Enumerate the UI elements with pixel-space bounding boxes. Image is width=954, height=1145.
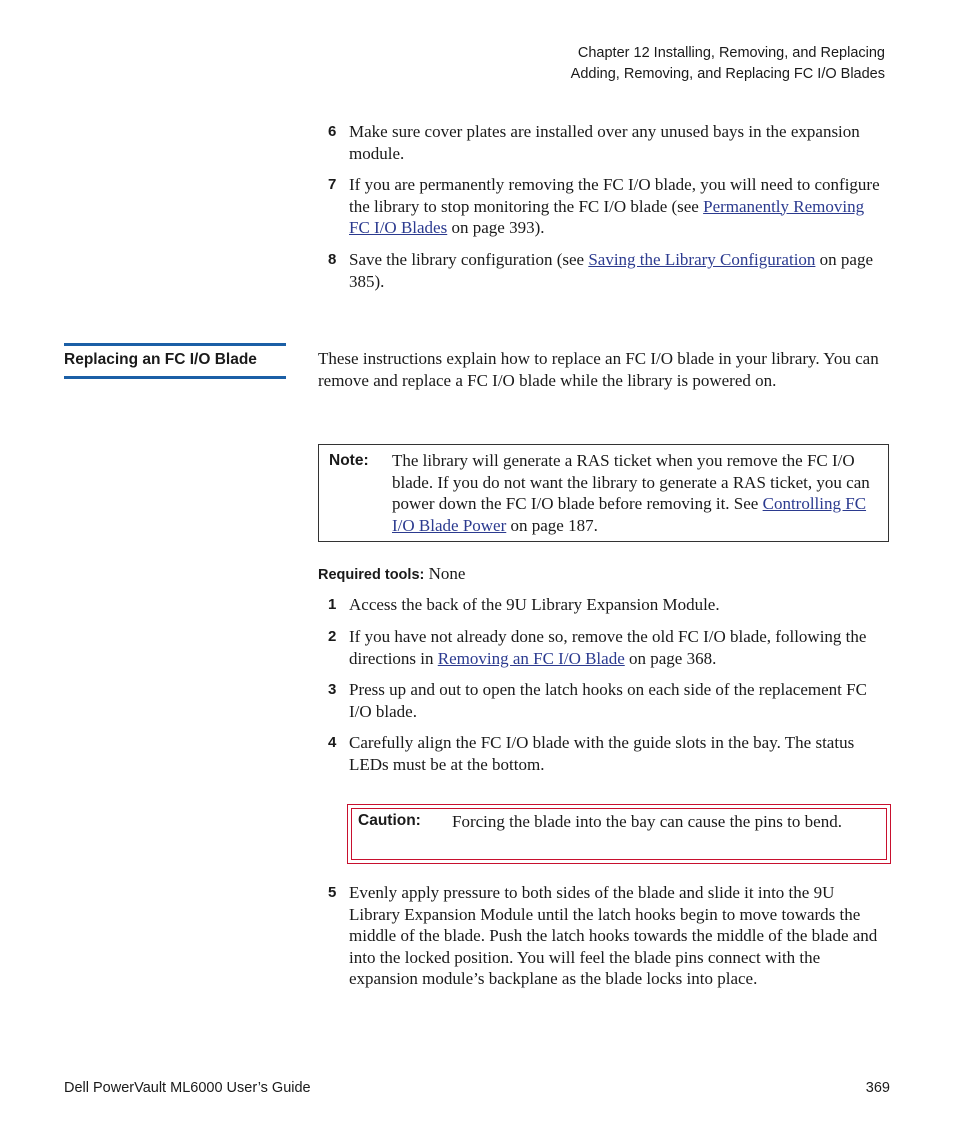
- step-text: Evenly apply pressure to both sides of the blade and slide it into the 9U Library Expansion Module until the latch hooks begin to move towards the middle of the blade. Push the latch hooks towards the middle of the blade and into the locked position. You will feel the blade pins connect with the expansion module’s backplane as the blade locks into place.: [349, 883, 878, 988]
- caution-label: Caution:: [358, 812, 421, 829]
- step-text: Press up and out to open the latch hooks on each side of the replacement FC I/O blade.: [349, 680, 867, 721]
- link-removing-blade[interactable]: Removing an FC I/O Blade: [437, 648, 625, 668]
- step-text: [349, 174, 888, 239]
- section-heading: Replacing an FC I/O Blade: [64, 343, 286, 379]
- step-text-post: on page 393).: [447, 218, 545, 237]
- step-text: Carefully align the FC I/O blade with the guide slots in the bay. The status LEDs must be at the bottom.: [349, 733, 855, 774]
- step-text: Access the back of the 9U Library Expansion Module.: [349, 595, 720, 614]
- note-box: [318, 444, 889, 542]
- running-header: [571, 43, 885, 84]
- step-text-post: on page 385).: [349, 250, 874, 291]
- step-text-post: on page 368.: [624, 648, 717, 668]
- caution-body: Forcing the blade into the bay can cause the pins to bend.: [452, 812, 842, 831]
- step-7: [328, 174, 888, 239]
- header-chapter: Chapter 12 Installing, Removing, and Replacing: [577, 45, 885, 61]
- step-number: 6: [328, 123, 337, 140]
- step-4: [328, 732, 888, 775]
- step-text: [349, 249, 888, 292]
- header-section: Adding, Removing, and Replacing FC I/O Blades: [570, 65, 885, 82]
- step-number: 4: [328, 734, 337, 751]
- step-text-pre: Save the library configuration (see: [349, 250, 589, 269]
- section-intro: These instructions explain how to replace an FC I/O blade in your library. You can remove and replace a FC I/O blade while the library is powered on.: [318, 349, 879, 390]
- note-label: Note:: [329, 452, 369, 469]
- step-1: [328, 594, 888, 616]
- step-text-pre: If you are permanently removing the FC I/O blade, you will need to configure the library to stop monitoring the FC I/O blade (see: [349, 175, 880, 216]
- caution-box: [347, 804, 891, 864]
- note-text-pre: The library will generate a RAS ticket when you remove the FC I/O blade. If you do not want the library to generate a RAS ticket, you can power down the FC I/O blade before removing it. See: [392, 451, 870, 513]
- step-number: 7: [328, 176, 337, 193]
- note-text-post: on page 187.: [506, 515, 598, 535]
- step-2: [328, 626, 888, 669]
- footer-title: Dell PowerVault ML6000 User’s Guide: [64, 1080, 311, 1096]
- step-5: [328, 882, 888, 990]
- page-number: 369: [865, 1080, 890, 1096]
- link-saving-configuration[interactable]: Saving the Library Configuration: [588, 250, 816, 269]
- step-6: [328, 121, 888, 164]
- step-number: 5: [328, 884, 337, 901]
- step-text-pre: If you have not already done so, remove the old FC I/O blade, following the directions in: [349, 627, 867, 668]
- step-number: 2: [328, 628, 337, 645]
- note-body: [392, 450, 882, 536]
- required-tools: [318, 563, 465, 587]
- step-number: 1: [328, 596, 337, 613]
- step-8: [328, 249, 888, 292]
- step-text: [349, 626, 888, 669]
- step-number: 8: [328, 251, 337, 268]
- step-text: Make sure cover plates are installed over any unused bays in the expansion module.: [349, 122, 860, 163]
- required-tools-label: Required tools:: [318, 567, 425, 583]
- required-tools-value: None: [424, 564, 466, 583]
- link-controlling-power[interactable]: Controlling FC I/O Blade Power: [392, 494, 867, 535]
- step-number: 3: [328, 681, 337, 698]
- step-3: [328, 679, 888, 722]
- link-permanently-removing[interactable]: Permanently Removing FC I/O Blades: [349, 196, 865, 237]
